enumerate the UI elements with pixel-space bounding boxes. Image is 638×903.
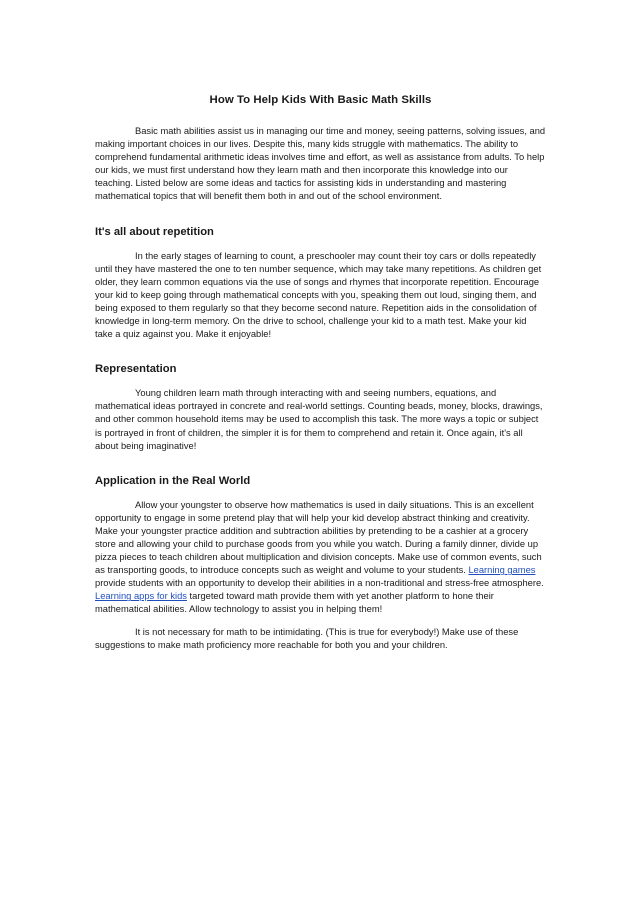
section-paragraph-real-world xyxy=(95,499,546,617)
section-heading-real-world: Application in the Real World xyxy=(95,474,251,487)
real-world-text-part3: targeted toward math provide them with yet another platform to hone their mathematical abilities. Allow technology to assist you in helping them! xyxy=(95,591,494,615)
real-world-text-part1: Allow your youngster to observe how mathematics is used in daily situations. This is an excellent opportunity to engage in some pretend play that will help your kid develop abstract thinking and creativity. Make your youngster practice addition and subtraction abilities by pretending to be a cashier at a grocery store and allowing your child to purchase goods from you while you watch. During a family dinner, divide up pizza pieces to teach children about multiplication and division concepts. Make use of common events, such as transporting goods, to introduce concepts such as weight and volume to your students. xyxy=(95,499,542,576)
section-paragraph-representation: Young children learn math through interacting with and seeing numbers, equations, and mathematical ideas portrayed in concrete and real-world settings. Counting beads, money, blocks, drawings, and other common household items may be used to accomplish this task. The more ways a topic or subject is portrayed in front of children, the simpler it is for them to comprehend and retain it. Once again, it's all about being imaginative! xyxy=(95,388,543,451)
section-heading-repetition: It's all about repetition xyxy=(95,225,214,238)
real-world-text-part2: provide students with an opportunity to develop their abilities in a non-traditional and stress-free atmosphere. xyxy=(95,578,544,589)
paragraph-spacer xyxy=(95,617,546,626)
closing-paragraph: It is not necessary for math to be intimidating. (This is true for everybody!) Make use of these suggestions to make math proficiency more reachable for both you and your children. xyxy=(95,626,519,650)
section-paragraph-repetition: In the early stages of learning to count, a preschooler may count their toy cars or dolls repeatedly until they have mastered the one to ten number sequence, which may take many repetitions. As children get older, they learn common equations via the use of songs and rhymes that incorporate repetition. Encourage your kid to keep going through mathematical concepts with you, speaking them out loud, singing them, and being exposed to them regularly so that they become second nature. Repetition aids in the consolidation of knowledge in long-term memory. On the drive to school, challenge your kid to a math test. Make your kid take a quiz against you. Make it enjoyable! xyxy=(95,250,542,340)
document-title: How To Help Kids With Basic Math Skills xyxy=(209,94,432,106)
learning-apps-link[interactable]: Learning apps for kids xyxy=(95,591,187,602)
intro-paragraph: Basic math abilities assist us in managing our time and money, seeing patterns, solving issues, and making important choices in our lives. Despite this, many kids struggle with mathematics. The ability to comprehend fundamental arithmetic ideas involves time and effort, as well as assistance from adults. To help our kids, we must first understand how they learn math and then incorporate this knowledge into our teaching. Listed below are some ideas and tactics for assisting kids in understanding and mastering mathematical topics that will benefit them both in and out of the school environment. xyxy=(95,126,546,202)
learning-games-link[interactable]: Learning games xyxy=(468,565,536,576)
section-heading-representation: Representation xyxy=(95,363,177,376)
